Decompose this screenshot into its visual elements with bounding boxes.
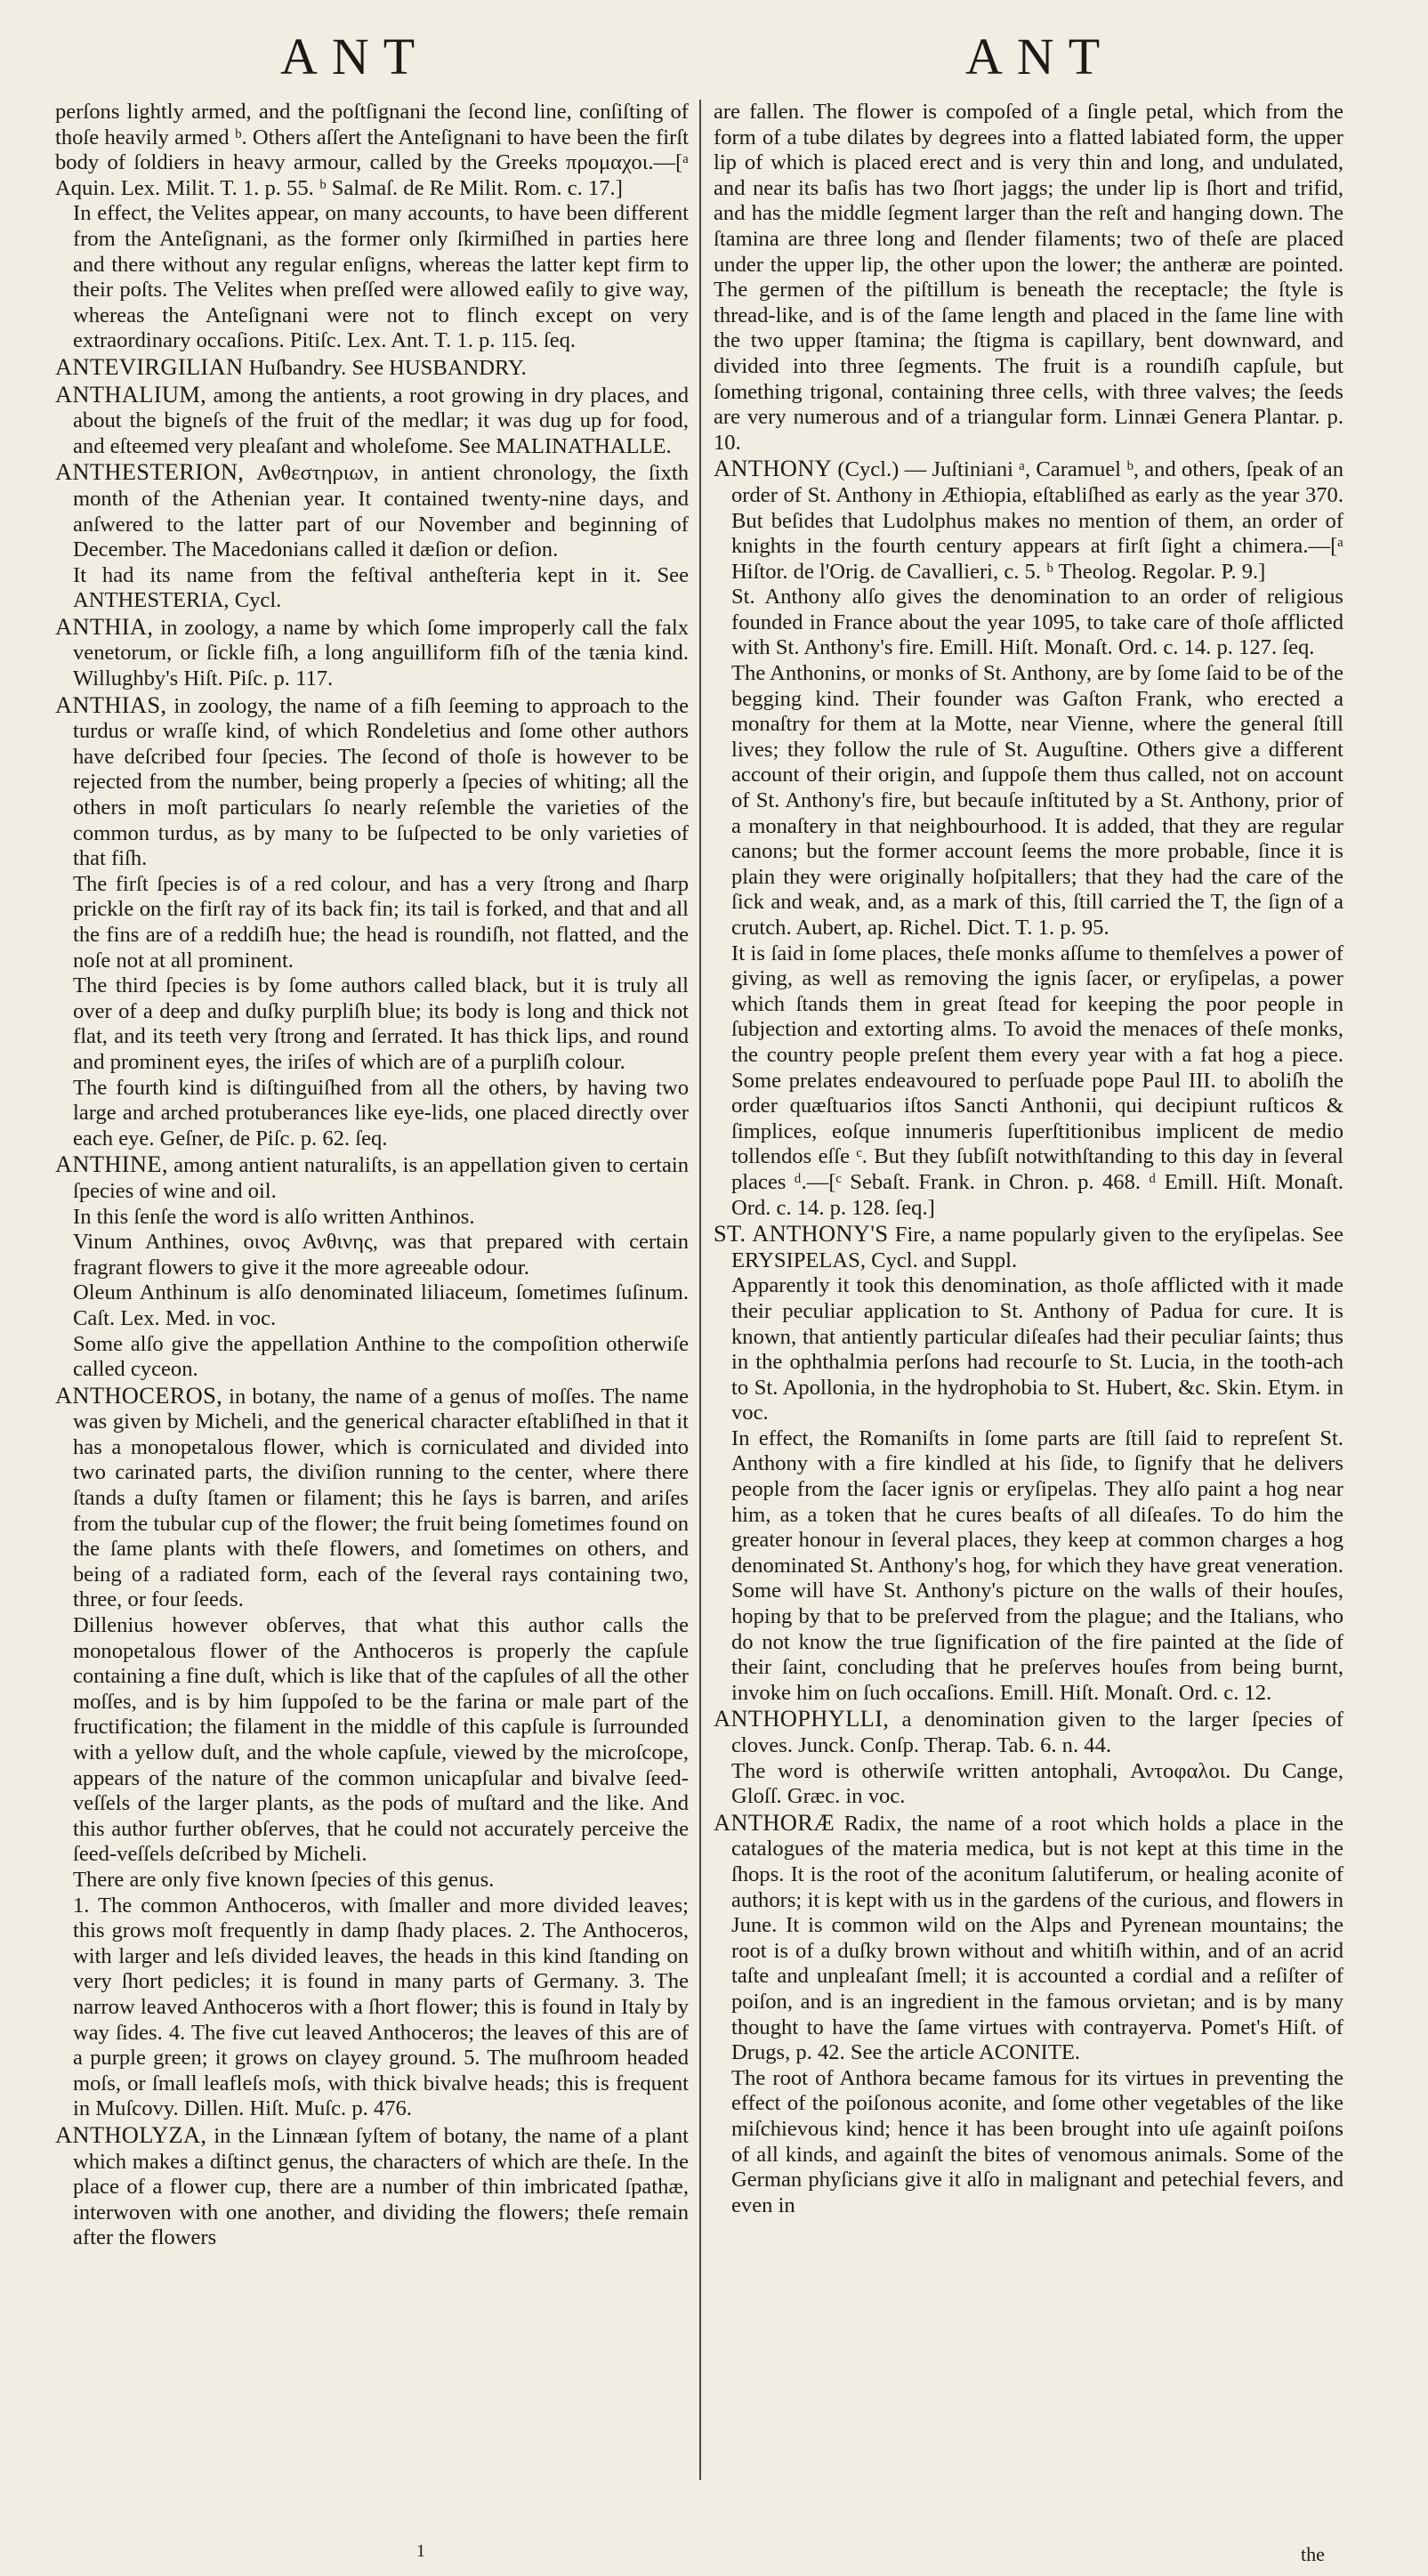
paragraph: Apparently it took this denomination, as thoſe afflicted with it made their peculiar application to St. Anthony of Padua for cure. It is known, that antiently particular diſeaſes had their peculiar ſaints; thus in the ophthalmia perſons had recourſe to St. Lucia, in the tooth-ach to St. Apollonia, in the hydrophobia to St. Hubert, &c. Skin. Etym. in voc.	[731, 1273, 1343, 1425]
entry-text: in the Linnæan ſyſtem of botany, the name of a plant which makes a diſtinct genus, the characters of which are theſe. In the place of a flower cup, there are a number of thin imbricated ſpathæ, interwoven with one another, and dividing the flowers; theſe remain after the flowers	[73, 2123, 689, 2250]
paragraph: Dillenius however obſerves, that what this author calls the monopetalous flower of the Anthoceros is properly the capſule containing a fine duſt, which is like that of the capſules of all the other moſſes, and is by him ſuppoſed to be the farina or male part of the fructification; the filament in the middle of this capſule is ſurrounded with a yellow duſt, and the whole capſule, viewed by the microſcope, appears of the nature of the common unicapſular and bivalve ſeed-veſſels of the larger plants, as the pods of muſtard and the like. And this author further obſerves, that he could not accurately perceive the ſeed-veſſels deſcribed by Micheli.	[73, 1613, 689, 1867]
dictionary-entry	[55, 614, 689, 692]
dictionary-entry	[55, 354, 689, 382]
paragraph: The root of Anthora became famous for its virtues in preventing the effect of the poiſonous aconite, and ſome other vegetables of the like miſchievous kind; hence it has been brought into uſe againſt poiſons of all kinds, and againſt the bites of venomous animals. Some of the German phyſicians give it alſo in malignant and petechial fevers, and even in	[731, 2065, 1343, 2217]
paragraph: Oleum Anthinum is alſo denominated liliaceum, ſometimes ſuſinum. Caſt. Lex. Med. in voc.	[73, 1280, 689, 1330]
paragraph: St. Anthony alſo gives the denomination to an order of religious founded in France about the year 1095, to take care of thoſe afflicted with St. Anthony's fire. Emill. Hiſt. Monaſt. Ord. c. 14. p. 127. ſeq.	[731, 585, 1343, 660]
paragraph: The third ſpecies is by ſome authors called black, but it is truly all over of a deep and duſky purpliſh blue; its body is long and thick not flat, and its teeth very ſtrong and ſerrated. It has thick lips, and round and prominent eyes, the iriſes of which are of a purpliſh colour.	[73, 973, 689, 1074]
entry-headword: ANTHIA,	[55, 612, 154, 640]
entry-text: among antient naturaliſts, is an appellation given to certain ſpecies of wine and oil.	[73, 1153, 689, 1203]
paragraph: 1. The common Anthoceros, with ſmaller and more divided leaves; this grows moſt frequently in damp ſhady places. 2. The Anthoceros, with larger and leſs divided leaves, the heads in this kind ſtanding on very ſhort pedicles; it is found in many parts of Germany. 3. The narrow leaved Anthoceros with a ſhort flower; this is found in Italy by way ſides. 4. The five cut leaved Anthoceros; the leaves of this are of a purple green; it grows on clayey ground. 5. The muſhroom headed moſs, or ſmall leafleſs moſs, with thick bivalve heads; this is frequent in Muſcovy. Dillen. Hiſt. Muſc. p. 476.	[73, 1893, 689, 2121]
dictionary-entry	[55, 692, 689, 872]
dictionary-entry	[55, 1151, 689, 1204]
entry-headword: ANTHORÆ	[714, 1808, 835, 1836]
paragraph: The firſt ſpecies is of a red colour, and has a very ſtrong and ſharp prickle on the firſt ray of its back fin; its tail is forked, and that and all the fins are of a reddiſh hue; the head is roundiſh, not flatted, and the noſe not at all prominent.	[73, 871, 689, 973]
continued-paragraph: are fallen. The flower is compoſed of a ſingle petal, which from the form of a tube dilates by degrees into a flatted labiated form, the upper lip of which is placed erect and is very thin and long, and undulated, and near its baſis has two ſhort jaggs; the under lip is ſhort and trifid, and has the middle ſegment larger than the reſt and hanging down. The ſtamina are three long and ſlender filaments; two of theſe are placed under the upper lip, the other upon the lower; the antheræ are pointed. The germen of the piſtillum is beneath the receptacle; the ſtyle is thread-like, and is of the ſame length and placed in the ſame line with the two upper ſtamina; the ſtigma is capillary, bent downward, and divided into three ſegments. The fruit is a roundiſh capſule, but ſomething trigonal, containing three cells, with three valves; the ſeeds are very numerous and of a triangular form. Linnæi Genera Plantar. p. 10.	[714, 100, 1343, 455]
entry-headword: ST. ANTHONY'S	[714, 1220, 889, 1248]
entry-headword: ANTHESTERION,	[55, 458, 245, 486]
entry-headword: ANTEVIRGILIAN	[55, 352, 244, 380]
dictionary-entry	[714, 1221, 1343, 1273]
running-head-left: ANT	[280, 28, 430, 85]
entry-text: (Cycl.) — Juſtiniani ᵃ, Caramuel ᵇ, and others, ſpeak of an order of St. Anthony in Æthiopia, eſtabliſhed as early as the year 370. But beſides that Ludolphus makes no mention of them, an order of knights in the fourth century appears at firſt ſight a chimera.—[ᵃ Hiſtor. de l'Orig. de Cavallieri, c. 5. ᵇ Theolog. Regolar. P. 9.]	[731, 457, 1343, 584]
entry-text: in zoology, the name of a fiſh ſeeming to approach to the turdus or wraſſe kind, of which Rondeletius and ſome other authors have deſcribed four ſpecies. The ſecond of thoſe is however to be rejected from the number, being properly a ſpecies of whiting; all the others in moſt particulars ſo nearly reſemble the varieties of the common turdus, as by many to be ſuſpected to be only varieties of that fiſh.	[73, 693, 689, 871]
entry-text: Huſbandry. See HUSBANDRY.	[243, 355, 527, 380]
paragraph: It is ſaid in ſome places, theſe monks aſſume to themſelves a power of giving, as well as removing the ignis ſacer, or eryſipelas, a power which ſtands them in great ſtead for keeping the poor people in ſubjection and extorting alms. To avoid the menaces of theſe monks, the country people preſent them every year with a fat hog a piece. Some prelates endeavoured to perſuade pope Paul III. to aboliſh the order quæſtuarios iſtos Sancti Anthonii, qui decipiunt ruſticos & ſimplices, eoſque innumeris ſuperſtitionibus implicent de medio tollendos eſſe ᶜ. But they ſubſiſt notwithſtanding to this day in ſeveral places ᵈ.—[ᶜ Sebaſt. Frank. in Chron. p. 468. ᵈ Emill. Hiſt. Monaſt. Ord. c. 14. p. 128. ſeq.]	[731, 941, 1343, 1220]
running-head-right: ANT	[965, 28, 1115, 85]
right-column	[714, 100, 1343, 2218]
left-column	[55, 100, 689, 2251]
column-rule	[699, 100, 701, 2480]
paragraph: The word is otherwiſe written antophali, Αντοφαλοι. Du Cange, Gloſſ. Græc. in voc.	[731, 1758, 1343, 1809]
dictionary-entry	[714, 1706, 1343, 1758]
entry-text: Fire, a name popularly given to the eryſipelas. See ERYSIPELAS, Cycl. and Suppl.	[731, 1223, 1344, 1272]
entry-headword: ANTHONY	[714, 455, 833, 482]
signature-mark: 1	[416, 2541, 425, 2561]
paragraph: Some alſo give the appellation Anthine to the compoſition otherwiſe called cyceon.	[73, 1331, 689, 1382]
entry-text: Radix, the name of a root which holds a place in the catalogues of the materia medica, but is not kept at this time in the ſhops. It is the root of the aconitum ſalutiferum, or healing aconite of authors; it is kept with us in the gardens of the curious, and flowers in June. It is common wild on the Alps and Pyrenean mountains; the root is of a duſky brown without and whitiſh within, and of an acrid taſte and unpleaſant ſmell; it is accounted a cordial and a reſiſter of poiſon, and is an ingredient in the famous orvietan; and is by many thought to have the ſame virtues with contrayerva. Pomet's Hiſt. of Drugs, p. 42. See the article ACONITE.	[731, 1811, 1343, 2065]
paragraph: Vinum Anthines, οινος Ανθινης, was that prepared with certain fragrant flowers to give it the more agreeable odour.	[73, 1230, 689, 1280]
paragraph: In effect, the Velites appear, on many accounts, to have been different from the Anteſignani, as the former only ſkirmiſhed in parties here and there without any regular enſigns, whereas the latter kept firm to their poſts. The Velites when preſſed were allowed eaſily to give way, whereas the Anteſignani were not to flinch except on very extraordinary occaſions. Pitiſc. Lex. Ant. T. 1. p. 115. ſeq.	[73, 201, 689, 353]
dictionary-entry	[55, 1383, 689, 1613]
dictionary-entry	[55, 2122, 689, 2251]
entry-headword: ANTHIAS,	[55, 690, 167, 718]
entry-text: a denomination given to the larger ſpecies of cloves. Junck. Conſp. Therap. Tab. 6. n. 44.	[731, 1708, 1343, 1757]
entry-headword: ANTHOCEROS,	[55, 1381, 223, 1409]
continued-paragraph: perſons lightly armed, and the poſtſignani the ſecond line, conſiſting of thoſe heavily armed ᵇ. Others aſſert the Anteſignani to have been the firſt body of ſoldiers in heavy armour, called by the Greeks προμαχοι.—[ᵃ Aquin. Lex. Milit. T. 1. p. 55. ᵇ Salmaſ. de Re Milit. Rom. c. 17.]	[55, 100, 689, 200]
entry-text: in botany, the name of a genus of moſſes. The name was given by Micheli, and the generical character eſtabliſhed in that it has a monopetalous flower, which is corniculated and divided into two carinated parts, the diviſion running to the center, where there ſtands a duſty ſtamen or filament; this he ſays is barren, and ariſes from the tubular cup of the flower; the fruit being ſometimes found on the ſame plants with theſe flowers, and ſometimes on others, and being of a radiated form, each of the ſeveral rays containing two, three, or four ſeeds.	[73, 1384, 689, 1612]
entry-text: in zoology, a name by which ſome improperly call the falx venetorum, or ſickle fiſh, a long anguilliform fiſh of the tænia kind. Willughby's Hiſt. Piſc. p. 117.	[73, 615, 689, 691]
entry-headword: ANTHOLYZA,	[55, 2120, 207, 2148]
catchword: the	[1301, 2543, 1325, 2565]
paragraph: In this ſenſe the word is alſo written Anthinos.	[73, 1204, 475, 1229]
entry-headword: ANTHALIUM,	[55, 380, 207, 408]
dictionary-entry	[55, 459, 689, 562]
entry-headword: ANTHINE,	[55, 1151, 168, 1178]
paragraph: There are only five known ſpecies of this genus.	[73, 1867, 495, 1892]
paragraph: The Anthonins, or monks of St. Anthony, are by ſome ſaid to be of the begging kind. Their founder was Gaſton Frank, who erected a monaſtry for them at la Motte, near Vienne, where the general ſtill lives; they follow the rule of St. Auguſtine. Others give a different account of their origin, and ſuppoſe them thus called, not on account of St. Anthony's fire, but becauſe inſtituted by a St. Anthony, prior of a monaſtery in that neighbourhood. It is added, that they are regular canons; but the former account ſeems the more probable, ſince it is plain they were originally hoſpitallers; that they had the care of the ſick and weak, and, as a mark of this, ſtill carried the T, the ſign of a crutch. Aubert, ap. Richel. Dict. T. 1. p. 95.	[731, 661, 1343, 940]
dictionary-entry	[714, 1810, 1343, 2066]
entry-text: among the antients, a root growing in dry places, and about the bigneſs of the fruit of the medlar; it was dug up for food, and eſteemed very pleaſant and wholeſome. See MALINATHALLE.	[73, 383, 689, 458]
dictionary-entry	[714, 456, 1343, 585]
entry-headword: ANTHOPHYLLI,	[714, 1705, 890, 1732]
paragraph: The fourth kind is diſtinguiſhed from all the others, by having two large and arched protuberances like eye-lids, one placed directly over each eye. Geſner, de Piſc. p. 62. ſeq.	[73, 1075, 689, 1151]
paragraph: It had its name from the feſtival antheſteria kept in it. See ANTHESTERIA, Cycl.	[73, 562, 689, 613]
entry-text: Ανθεστηριων, in antient chronology, the ſixth month of the Athenian year. It contained twenty-nine days, and anſwered to the latter part of our November and beginning of December. The Macedonians called it dæſion or deſion.	[73, 461, 689, 562]
paragraph: In effect, the Romaniſts in ſome parts are ſtill ſaid to repreſent St. Anthony with a fire kindled at his ſide, to ſignify that he delivers people from the ſacer ignis or eryſipelas. They alſo paint a hog near him, as a token that he cures beaſts of all diſeaſes. To do him the greater honour in ſeveral places, they keep at common charges a hog denominated St. Anthony's hog, for which they have great veneration. Some will have St. Anthony's picture on the walls of their houſes, hoping by that to be preſerved from the plague; and the Italians, who do not know the true ſignification of the fire painted at the ſide of their ſaint, concluding that he preſerves houſes from being burnt, invoke him on ſuch occaſions. Emill. Hiſt. Monaſt. Ord. c. 12.	[731, 1425, 1343, 1705]
dictionary-entry	[55, 382, 689, 460]
